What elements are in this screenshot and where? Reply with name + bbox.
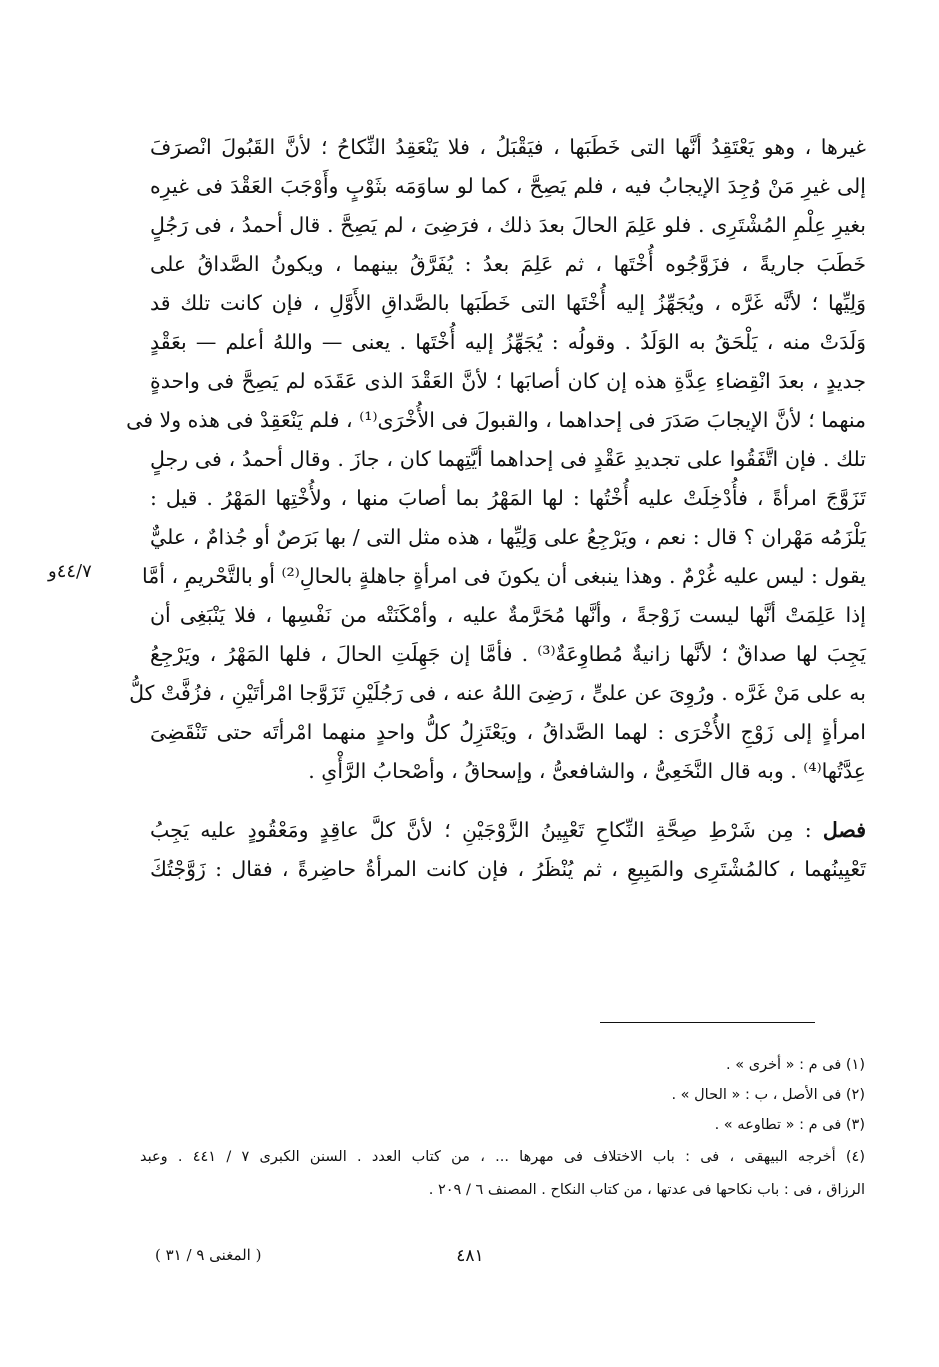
text-line: إلى غيرِ مَنْ وُجِدَ الإيجابُ فيه ، فلم يَصِحَّ ، كما لو ساوَمَه بثَوْبٍ وأَوْجَبَ العَقْدَ فى غيرِه bbox=[150, 174, 866, 198]
text-line: تلك . فإن اتَّفَقُوا على تجديدِ عَقْدٍ فى إحداهما أيَّتِهما كان ، جازَ . وقال أحمدُ ، فى رجلٍ bbox=[150, 447, 866, 471]
text-line: امرأةٍ إلى زَوْجِ الأُخْرَى : لهما الصَّداقُ ، ويَعْتَزِلُ كلُّ واحدٍ منهما امْرأتَه حتى تَنْقَضِىَ bbox=[150, 720, 866, 744]
text-line: خَطَبَ جاريةً ، فزَوَّجُوه أُخْتَها ، ثم عَلِمَ بعدُ : يُفَرَّقُ بينهما ، ويكونُ الصَّداقُ على bbox=[150, 252, 866, 276]
text-line: تَزَوَّجَ امرأةً ، فأُدْخِلَتْ عليه أُخْتُها : لها المَهْرُ بما أصابَ منها ، ولأُخْتِها المَهْرُ . قيل : bbox=[150, 486, 866, 510]
fasl-heading: فصل bbox=[822, 818, 866, 842]
footnote: (٤) أخرجه البيهقى ، فى : باب الاختلاف فى مهرها ... ، من كتاب العدد . السنن الكبرى ٧ / ٤٤١ . وعبد bbox=[140, 1149, 866, 1165]
text-line: يقول : ليس عليه غُرْمٌ . وهذا ينبغى أن يكونَ فى امرأةٍ جاهلةٍ بالحالِ⁽²⁾ أو بالتَّحْريمِ ، أمَّا bbox=[142, 564, 866, 588]
text-line: غيرها ، وهو يَعْتَقِدُ أنَّها التى خَطَبَها ، فيَقْبَلُ ، فلا يَنْعَقِدُ النِّكاحُ ؛ لأنَّ القَبُولَ انْصرَفَ bbox=[150, 135, 866, 159]
footnote-continuation: الرزاق ، فى : باب نكاحها فى عدتها ، من كتاب النكاح . المصنف ٦ / ٢٠٩ . bbox=[428, 1182, 865, 1198]
main-text bbox=[126, 128, 866, 889]
text-line: يَجِبَ لها صداقٌ ؛ لأنَّها زانيةٌ مُطاوِعَةٌ⁽³⁾ . فأمَّا إن جَهِلَتِ الحالَ ، فلها المَهْرُ ، ويَرْجِعُ bbox=[150, 642, 866, 666]
text-line: منهما ؛ لأنَّ الإيجابَ صَدَرَ فى إحداهما ، والقبولَ فى الأُخْرَى⁽¹⁾ ، فلم يَنْعَقِدْ فى هذه ولا فى bbox=[126, 408, 866, 432]
text-line: تَعْيِينُهما ، كالمُشْتَرِى والمَبِيعِ ، ثم يُنْظَرُ ، فإن كانت المرأةُ حاضِرةً ، فقال : زَوَّجْتُكَ bbox=[150, 857, 866, 881]
text-line: عِدَّتُها⁽⁴⁾ . وبه قال النَّخَعِىُّ ، والشافعىُّ ، وإسحاقُ ، وأصْحابُ الرَّأْىِ . bbox=[308, 759, 866, 783]
footnote: (٢) فى الأصل ، ب : « الحال » . bbox=[671, 1087, 865, 1103]
signature-mark: ( المغنى ٩ / ٣١ ) bbox=[155, 1246, 262, 1264]
text-line: وَلِيِّها ؛ لأنَّه غَرَّه ، ويُجَهِّزُ إليه أُخْتَها التى خَطَبَها بالصَّداقِ الأَوَّلِ ، فإن كانت تلك قد bbox=[150, 291, 866, 315]
margin-note: ٤٤/٧و bbox=[48, 561, 92, 582]
text-line: وَلَدَتْ منه ، يَلْحَقُ به الوَلَدُ . وقولُه : يُجَهِّزُ إليه أُخْتَها . يعنى — واللهُ أعلم — بعَقْدٍ bbox=[150, 330, 866, 354]
text-line: إذا عَلِمَتْ أنَّها ليست زَوْجةً ، وأنَّها مُحَرَّمةٌ عليه ، وأمْكَنَتْه من نَفْسِها ، فلا يَنْبَغِى أن bbox=[150, 603, 866, 627]
text-line: يَلْزَمُه مَهْران ؟ قال : نعم ، ويَرْجِعُ على وَلِيِّها ، هذه مثل التى / بها بَرَصٌ أو جُذامٌ ، عليٌّ bbox=[150, 525, 866, 549]
fasl-line bbox=[150, 811, 866, 850]
text-line: به على مَنْ غَرَّه . ورُوِىَ عن علىٍّ ، رَضِىَ اللهُ عنه ، فى رَجُلَيْنِ تَزَوَّجا امْرأتَيْنِ ، فزُفَّتْ كلُّ bbox=[129, 681, 866, 705]
page-number: ٤٨١ bbox=[456, 1246, 484, 1266]
footnote: (٣) فى م : « تطاوعه » . bbox=[714, 1117, 865, 1133]
footnote: (١) فى م : « أخرى » . bbox=[726, 1057, 865, 1073]
text-line: بغيرِ عِلْمِ المُشْتَرِى . فلو عَلِمَ الحالَ بعدَ ذلك ، فرَضِىَ ، لم يَصِحَّ . قال أحمدُ ، فى رَجُلٍ bbox=[150, 213, 866, 237]
text-line: جديدٍ ، بعدَ انْقِضاءِ عِدَّةِ هذه إن كان أصابَها ؛ لأنَّ العَقْدَ الذى عَقَدَه لم يَصِحَّ فى واحدةٍ bbox=[150, 369, 866, 393]
fasl-text: : مِن شَرْطِ صِحَّةِ النِّكاحِ تَعْيِينُ الزَّوْجَيْنِ ؛ لأنَّ كلَّ عاقِدٍ ومَعْقُودٍ عليه يَجِبُ bbox=[150, 818, 812, 842]
footnote-divider bbox=[600, 1022, 815, 1023]
